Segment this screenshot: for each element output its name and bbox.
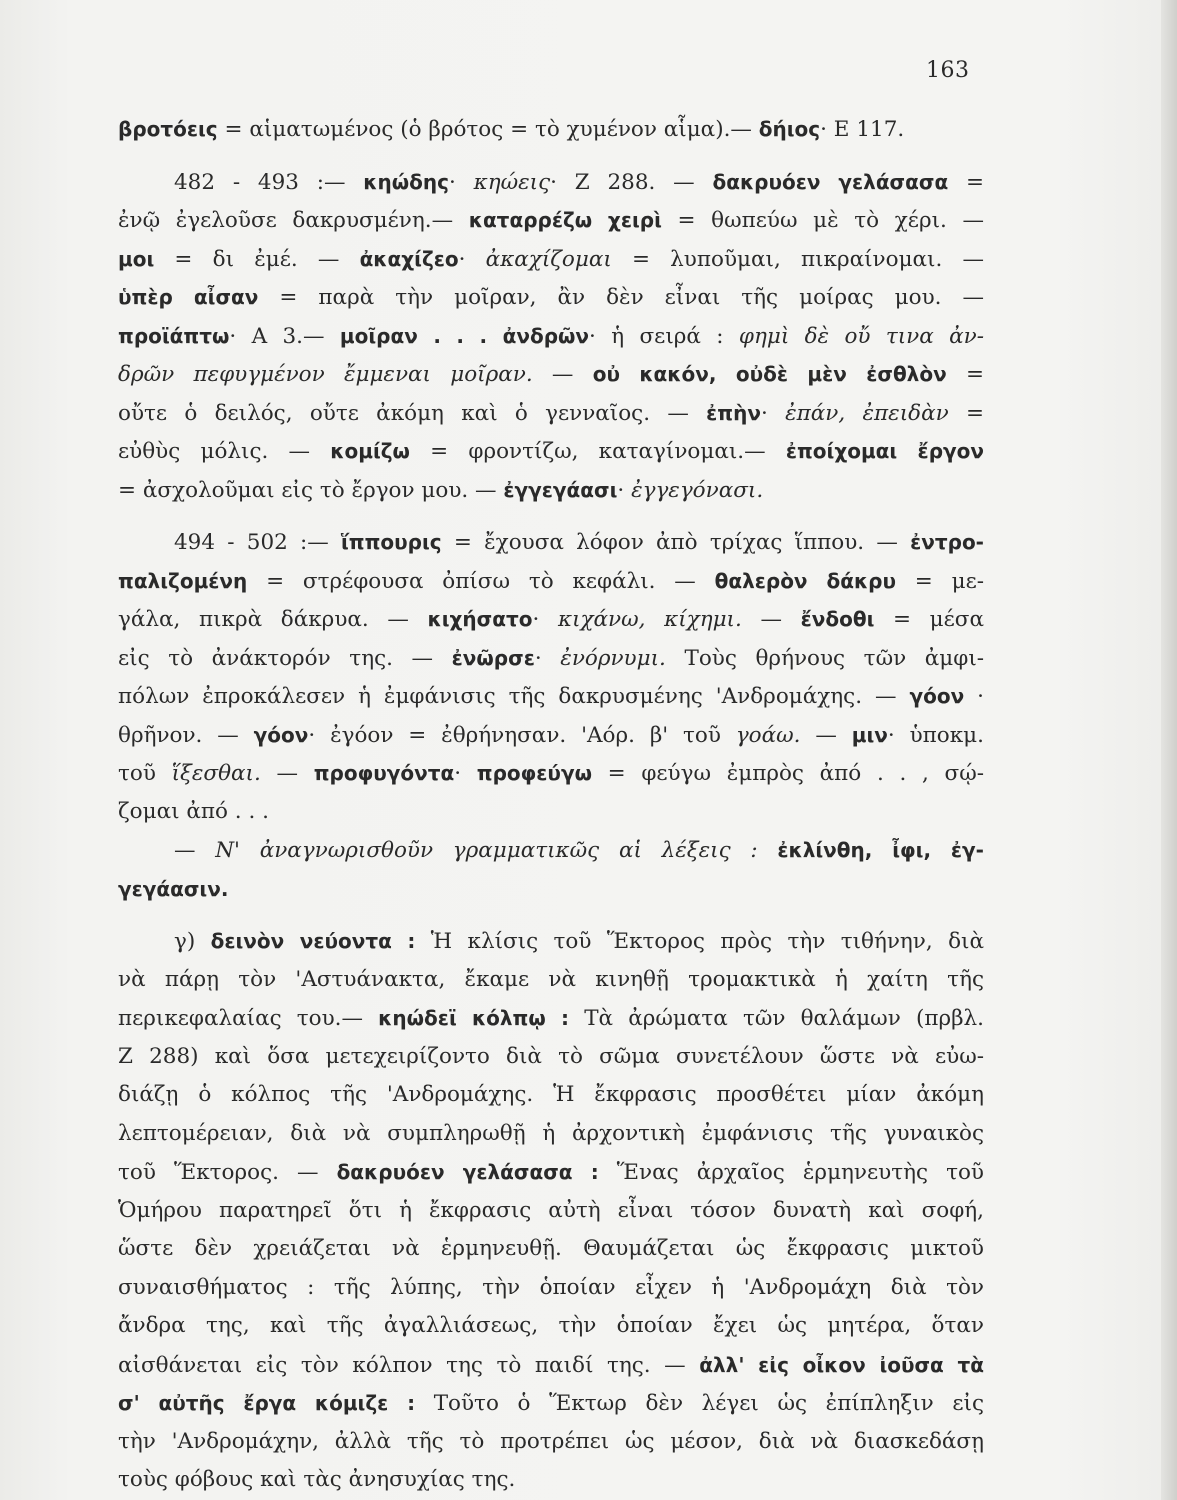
text-span: · xyxy=(458,246,486,272)
text-span: Ζ 288) καὶ ὅσα μετεχειρίζοντο διὰ τὸ σῶμα συνετέλουν ὥστε νὰ εὐω- xyxy=(118,1043,984,1069)
text-span: γ) xyxy=(174,929,211,954)
headword: σ' αὐτῆς ἔργα κόμιζε : xyxy=(118,1391,416,1415)
italic-text: Ν' ἀναγνωρισθοῦν γραμματικῶς αἱ λέξεις : xyxy=(215,838,758,863)
text-span: · ὑποκμ. xyxy=(887,722,984,748)
text-span: · ἡ σειρά : xyxy=(589,323,739,349)
text-span: · xyxy=(454,761,477,786)
text-span: Τοῦτο ὁ Ἕκτωρ δὲν λέγει ὡς ἐπίπληξιν εἰς xyxy=(415,1391,984,1416)
text-span: ἄνδρα της, καὶ τῆς ἀγαλλιάσεως, τὴν ὁποίαν ἔχει ὡς μητέρα, ὅταν xyxy=(118,1313,984,1338)
text-line xyxy=(118,754,984,793)
paragraph-gap xyxy=(118,908,984,922)
text-span: Ἕνας ἀρχαῖος ἑρμηνευτὴς τοῦ xyxy=(598,1160,984,1185)
text-line xyxy=(118,1038,984,1077)
text-line xyxy=(118,1153,984,1192)
headword: οὐ κακόν, οὐδὲ μὲν ἐσθλὸν xyxy=(592,362,947,386)
text-span: = λυποῦμαι, πικραίνομαι. — xyxy=(611,246,984,272)
headword: κηώδης xyxy=(363,169,449,194)
text-span: = θωπεύω μὲ τὸ χέρι. — xyxy=(661,208,984,233)
text-span: · ἐγόον = ἐθρήνησαν. 'Αόρ. β' τοῦ xyxy=(308,722,736,748)
book-gutter xyxy=(1161,0,1177,1500)
text-span: 494 - 502 :— xyxy=(174,530,341,555)
text-line xyxy=(118,793,984,832)
text-span: — xyxy=(260,761,314,786)
italic-text: ἐπάν, ἐπειδὰν xyxy=(785,400,949,426)
text-span: = παρὰ τὴν μοῖραν, ἂν δὲν εἶναι τῆς μοίρας μου. — xyxy=(258,285,984,310)
text-span: οὔτε ὁ δειλός, οὔτε ἀκόμη καὶ ὁ γενναῖος. — xyxy=(118,400,707,426)
paragraph-gap xyxy=(118,149,984,163)
italic-text: ἐνόρνυμι. xyxy=(560,645,666,671)
headword: ἐντρο- xyxy=(910,530,984,554)
headword: μιν xyxy=(851,722,888,747)
page-number: 163 xyxy=(926,58,970,83)
headword: ἔνδοθι xyxy=(800,607,875,631)
text-span: — xyxy=(174,838,216,863)
text-line xyxy=(118,639,984,678)
text-span: ὥστε δὲν χρειάζεται νὰ ἑρμηνευθῇ. Θαυμάζεται ὡς ἔκφρασις μικτοῦ xyxy=(118,1236,984,1261)
text-span: = ἔχουσα λόφον ἀπὸ τρίχας ἵππου. — xyxy=(441,530,911,555)
text-span: 482 - 493 :— xyxy=(174,169,364,195)
headword: κηώδεϊ κόλπῳ : xyxy=(378,1006,570,1030)
headword: προφεύγω xyxy=(476,761,592,785)
italic-text: κηώεις xyxy=(473,169,551,195)
text-line xyxy=(118,1346,984,1385)
text-span: = φροντίζω, καταγίνομαι.— xyxy=(409,439,786,464)
text-span: · xyxy=(964,684,984,709)
text-line xyxy=(118,1076,984,1115)
headword: μοῖραν . . . ἀνδρῶν xyxy=(339,323,590,348)
text-span: Ἡ κλίσις τοῦ Ἕκτορος πρὸς τὴν τιθήνην, διὰ xyxy=(415,929,984,954)
italic-text: ἀκαχίζομαι xyxy=(485,246,612,272)
text-span: διάζῃ ὁ κόλπος τῆς 'Ανδρομάχης. Ἡ ἔκφρασις προσθέτει μίαν ἀκόμη xyxy=(118,1082,984,1107)
headword: δακρυόεν γελάσασα xyxy=(712,169,949,194)
text-line xyxy=(118,600,984,639)
text-line xyxy=(118,1230,984,1269)
text-span: ἐνῷ ἐγελοῦσε δακρυσμένη.— xyxy=(118,208,469,233)
text-span: τοὺς φόβους καὶ τὰς ἀνησυχίας της. xyxy=(118,1467,516,1492)
headword: βροτόεις xyxy=(118,117,218,141)
text-span: · xyxy=(448,169,474,195)
text-line xyxy=(118,831,984,870)
text-span: αἰσθάνεται εἰς τὸν κόλπον της τὸ παιδί της. — xyxy=(118,1352,700,1378)
text-span: θρῆνον. — xyxy=(118,722,254,748)
headword: ἵππουρις xyxy=(341,530,442,554)
headword: κομίζω xyxy=(330,439,410,463)
headword: θαλερὸν δάκρυ xyxy=(714,568,896,593)
text-line xyxy=(118,1307,984,1346)
text-line xyxy=(118,1192,984,1231)
headword: ἐποίχομαι ἔργον xyxy=(785,439,984,463)
italic-text: φημὶ δὲ οὔ τινα ἀν- xyxy=(738,323,984,349)
text-line xyxy=(118,394,984,433)
headword: ἐκλίνθη, ἶφι, ἐγ- xyxy=(777,838,984,862)
headword: ὑπὲρ αἶσαν xyxy=(118,285,259,309)
headword: παλιζομένη xyxy=(118,568,248,593)
text-span: Τὰ ἀρώματα τῶν θαλάμων (πρβλ. xyxy=(569,1006,984,1031)
text-span: γάλα, πικρὰ δάκρυα. — xyxy=(118,607,428,632)
text-span: εἰς τὸ ἀνάκτορόν της. — xyxy=(118,645,452,671)
text-span: — xyxy=(741,607,801,632)
headword: δεινὸν νεύοντα : xyxy=(210,929,416,953)
headword: ἐνῶρσε xyxy=(451,645,535,670)
text-line xyxy=(118,999,984,1038)
text-line xyxy=(118,870,984,909)
text-span: περικεφαλαίας του.— xyxy=(118,1006,379,1031)
text-span: τὴν 'Ανδρομάχην, ἀλλὰ τῆς τὸ προτρέπει ὡς μέσον, διὰ νὰ διασκεδάσῃ xyxy=(118,1428,984,1454)
headword: ἐπὴν xyxy=(706,400,761,425)
headword: καταρρέζω χειρὶ xyxy=(468,208,662,232)
headword: ἀλλ' εἰς οἶκον ἰοῦσα τὰ xyxy=(699,1352,984,1377)
text-span: = με- xyxy=(896,568,984,594)
text-line xyxy=(118,432,984,471)
text-span: λεπτομέρειαν, διὰ νὰ συμπληρωθῇ ἡ ἀρχοντικὴ ἐμφάνισις τῆς γυναικὸς xyxy=(118,1120,984,1146)
text-line xyxy=(118,317,984,356)
text-span xyxy=(758,838,778,863)
headword: ἀκαχίζεο xyxy=(359,246,459,271)
text-line xyxy=(118,240,984,279)
text-span: ζομαι ἀπό . . . xyxy=(118,798,269,824)
text-span: νὰ πάρῃ τὸν 'Αστυάνακτα, ἔκαμε νὰ κινηθῇ τρομακτικὰ ἡ χαίτη τῆς xyxy=(118,966,984,992)
text-line xyxy=(118,278,984,317)
text-span: = αἱματωμένος (ὁ βρότος = τὸ χυμένον αἷμα).— xyxy=(217,117,759,142)
text-line xyxy=(118,562,984,601)
text-span: τοῦ Ἕκτορος. — xyxy=(118,1160,337,1185)
headword: γόον xyxy=(253,722,309,747)
text-line xyxy=(118,355,984,394)
text-span: = δι ἐμέ. — xyxy=(154,246,360,272)
text-span: · xyxy=(760,400,786,426)
text-span: = μέσα xyxy=(874,607,984,632)
text-line xyxy=(118,1423,984,1462)
text-span: = xyxy=(948,169,984,195)
italic-text: ἐγγεγόνασι. xyxy=(631,477,764,503)
text-span: εὐθὺς μόλις. — xyxy=(118,439,331,464)
headword: κιχήσατο xyxy=(427,607,533,631)
text-line xyxy=(118,201,984,240)
text-line xyxy=(118,961,984,1000)
headword: γόον xyxy=(909,684,965,708)
text-span: = xyxy=(946,362,984,387)
italic-text: γοάω. xyxy=(735,722,801,748)
headword: δακρυόεν γελάσασα : xyxy=(336,1160,599,1184)
headword: ἐγγεγάασι xyxy=(503,477,618,502)
text-span: · xyxy=(617,477,632,503)
text-span: Ὁμήρου παρατηρεῖ ὅτι ἡ ἔκφρασις αὐτὴ εἶναι τόσον δυνατὴ καὶ σοφή, xyxy=(118,1197,984,1223)
italic-text: ἵξεσθαι. xyxy=(171,761,261,786)
headword: δήιος xyxy=(758,117,821,141)
headword: γεγάασιν. xyxy=(118,876,229,901)
italic-text: κιχάνω, κίχημι. xyxy=(557,607,742,632)
text-span: συναισθήματος : τῆς λύπης, τὴν ὁποίαν εἶχεν ἡ 'Ανδρομάχη διὰ τὸν xyxy=(118,1274,984,1300)
text-span: = στρέφουσα ὀπίσω τὸ κεφάλι. — xyxy=(247,568,715,594)
headword: προφυγόντα xyxy=(313,761,455,785)
text-span: · xyxy=(532,607,558,632)
commentary-text xyxy=(118,110,984,1500)
text-span: — xyxy=(800,722,852,748)
text-span: = ἀσχολοῦμαι εἰς τὸ ἔργον μου. — xyxy=(118,477,504,503)
text-span: · Α 3.— xyxy=(229,323,340,349)
text-line xyxy=(118,1461,984,1500)
text-span: · Ε 117. xyxy=(820,117,905,142)
headword: μοι xyxy=(118,246,155,271)
text-span: πόλων ἐπροκάλεσεν ἡ ἐμφάνισις τῆς δακρυσμένης 'Ανδρομάχης. — xyxy=(118,684,910,709)
text-span: = φεύγω ἐμπρὸς ἀπό . . , σῴ- xyxy=(591,761,984,786)
paragraph-gap xyxy=(118,509,984,523)
headword: προϊάπτω xyxy=(118,323,230,348)
text-span: — xyxy=(532,362,593,387)
text-span: · xyxy=(534,645,561,671)
text-line xyxy=(118,1269,984,1308)
text-line xyxy=(118,716,984,755)
text-line xyxy=(118,677,984,716)
text-line xyxy=(118,523,984,562)
text-line xyxy=(118,163,984,202)
text-line xyxy=(118,1384,984,1423)
italic-text: δρῶν πεφυγμένον ἔμμεναι μοῖραν. xyxy=(118,362,533,387)
text-line xyxy=(118,471,984,510)
text-span: Τοὺς θρήνους τῶν ἀμφι- xyxy=(665,645,984,671)
text-span: τοῦ xyxy=(118,761,172,786)
text-line xyxy=(118,1115,984,1154)
text-span: = xyxy=(948,400,984,426)
text-line xyxy=(118,922,984,961)
text-line xyxy=(118,110,984,149)
text-span: · Ζ 288. — xyxy=(550,169,713,195)
